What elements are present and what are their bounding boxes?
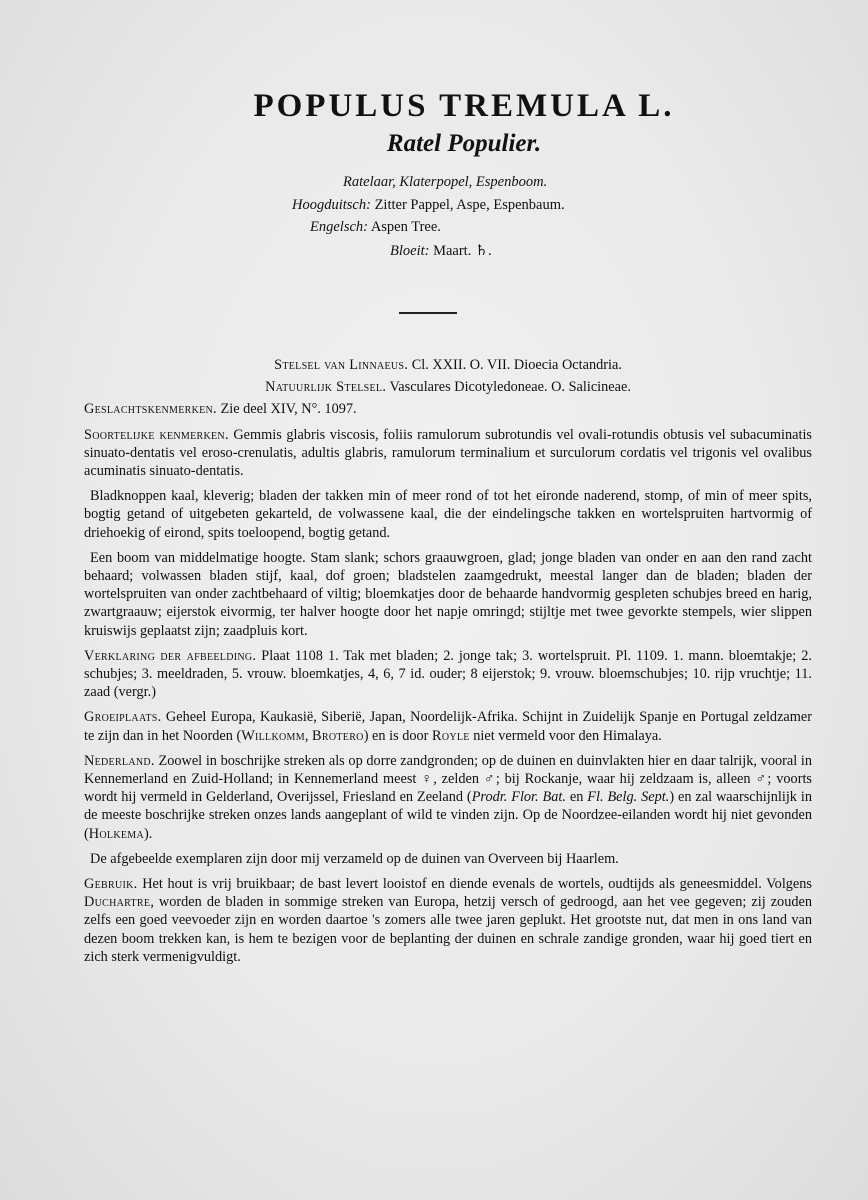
nederland-text-1: Zoowel in boschrijke streken als op dorre zandgronden; op de duinen en duinvlakten hier en daar talrijk, vooral in Kennemerland en Zuid-Holland; in Kennemerland meest ♀, zelden ♂; bij Rockanje, waar hij zeldzaam is, alleen ♂; voorts wordt hij vermeld in Gelderland, Overijssel, Friesland en Zeeland ( (84, 752, 812, 806)
natuurlijk-stelsel-text: Vasculares Dicotyledoneae. O. Salicineae. (389, 379, 631, 396)
body-text (84, 356, 812, 973)
geslachtskenmerken-text: Zie deel XIV, N°. 1097. (220, 401, 357, 418)
stelsel-linnaeus (84, 356, 812, 374)
paragraph-afgebeelde: De afgebeelde exemplaren zijn door mij verzameld op de duinen van Overveen bij Haarlem. (90, 850, 619, 867)
groeiplaats (84, 708, 812, 744)
gebruik-label: Gebruik. (84, 876, 138, 893)
ref-prodr: Prodr. Flor. Bat. (471, 789, 566, 806)
groeiplaats-sep: , (304, 727, 313, 744)
bloeit-label: Bloeit: (390, 243, 430, 259)
nederland-text-2: ) en zal waarschijnlijk in de meeste boschrijke streken onzes lands aangeplant of wild te vinden zijn. Op de Noordzee-eilanden wordt hij niet gevonden ( (84, 789, 812, 842)
page-subtitle: Ratel Populier. (386, 130, 542, 157)
synonym-hoogduitsch (292, 197, 565, 214)
engelsch-label: Engelsch: (310, 219, 368, 235)
page-title: POPULUS TREMULA L. (253, 88, 675, 124)
engelsch-text: Aspen Tree. (370, 219, 441, 235)
stelsel-linnaeus-label: Stelsel van Linnaeus. (274, 357, 409, 373)
gebruik (84, 875, 812, 966)
author-royle: Royle (431, 727, 470, 744)
nederland (84, 752, 812, 843)
groeiplaats-text-1: Geheel Europa, Kaukasië, Siberië, Japan, Noordelijk-Afrika. Schijnt in Zuidelijk Spanje en Portugal zeldzamer te zijn dan in het Noorden ( (84, 709, 812, 744)
soortelijke-label: Soortelijke kenmerken. (84, 426, 229, 443)
bloeit-text: Maart. ♄. (433, 243, 492, 259)
groeiplaats-text-2: ) en is door (363, 727, 432, 744)
synonym-names-text: Ratelaar, Klaterpopel, Espenboom. (343, 174, 548, 190)
synonym-engelsch (310, 219, 441, 236)
stelsel-linnaeus-text: Cl. XXII. O. VII. Dioecia Octandria. (411, 357, 622, 373)
verklaring-label: Verklaring der afbeelding. (84, 647, 257, 664)
groeiplaats-text-3: niet vermeld voor den Himalaya. (469, 727, 662, 744)
nederland-en: en (565, 789, 588, 806)
verklaring-text: Plaat 1108 1. Tak met bladen; 2. jonge tak; 3. wortelspruit. Pl. 1109. 1. mann. bloemtakje; 2. schubjes; 3. meeldraden, 5. vrouw. bloemkatjes, 4, 6, 7 id. ouder; 8 eijerstok; 9. vrouw. bloemschubjes; 10. rijp vruchtje; 11. zaad (vergr.) (84, 647, 812, 701)
gebruik-text-1: Het hout is vrij bruikbaar; de bast levert looistof en diende evenals de wortels, oudtijds als geneesmiddel. Volgens (142, 876, 812, 893)
author-brotero: Brotero (312, 727, 364, 744)
nederland-text-3: ). (143, 825, 153, 842)
synonym-names (343, 174, 547, 191)
author-holkema: Holkema (88, 825, 144, 842)
paragraph-boom: Een boom van middelmatige hoogte. Stam slank; schors graauwgroen, glad; jonge bladen van onder en aan den rand zacht behaard; volwassen bladen stijf, kaal, dof groen; bladstelen zaamgedrukt, meestal langer dan de bladen; bladen der wortelspruiten van onder zachtbehaard of viltig; bloemkatjes door de behaarde handvormig gespleten schubjes breed en harig, zwartgraauw; eijerstok eivormig, ter halver hoogte door het napje omringd; stijltje met twee gevorkte stempels, wier slippen kruiswijs geplaatst zijn; zaadpluis kort. (84, 549, 812, 639)
author-duchartre: Duchartre (84, 894, 151, 911)
hoogduitsch-label: Hoogduitsch: (292, 197, 371, 213)
divider-rule (399, 312, 457, 314)
hoogduitsch-text: Zitter Pappel, Aspe, Espenbaum. (374, 197, 565, 213)
geslachtskenmerken-label: Geslachtskenmerken. (84, 401, 217, 418)
verklaring-afbeelding (84, 647, 812, 702)
gebruik-text-2: , worden de bladen in sommige streken van Europa, hetzij versch of gedroogd, aan het vee gegeven; zij zouden zelfs een goed veevoeder zijn en worden daartoe 's zomers alle twee jaren geplukt. Het grootste nut, dat men in ons land van dezen boom trekken kan, is hem te bezigen voor de beplanting der duinen en schrale zandige gronden, waar hij goed tiert en zich sterk vermenigvuldigt. (84, 894, 812, 965)
paragraph-bladknoppen: Bladknoppen kaal, kleverig; bladen der takken min of meer rond of tot het eironde naderend, stomp, of min of meer spits, bogtig getand of uitgebeten gekarteld, de volwassene kaal, die der eindelingsche takken en wortelspruiten hartvormig of driehoekig of eirond, spits toeloopend, bogtig getand. (84, 488, 812, 541)
nederland-label: Nederland. (84, 752, 155, 769)
soortelijke-text: Gemmis glabris viscosis, foliis ramulorum subrotundis vel ovali-rotundis obtusis vel subacuminatis sinuato-dentatis vel eroso-crenulatis, adultis glabris, ramulorum terminalium et surculorum cordatis vel trigonis vel ovalibus acuminatis sinuato-dentatis. (84, 426, 812, 480)
soortelijke-kenmerken (84, 426, 812, 481)
natuurlijk-stelsel (84, 378, 812, 396)
natuurlijk-stelsel-label: Natuurlijk Stelsel. (265, 379, 387, 396)
ref-fl-belg: Fl. Belg. Sept. (587, 789, 670, 806)
synonym-bloeit (390, 243, 492, 260)
geslachtskenmerken (84, 400, 812, 418)
author-willkomm: Willkomm (241, 727, 305, 744)
groeiplaats-label: Groeiplaats. (84, 709, 162, 726)
